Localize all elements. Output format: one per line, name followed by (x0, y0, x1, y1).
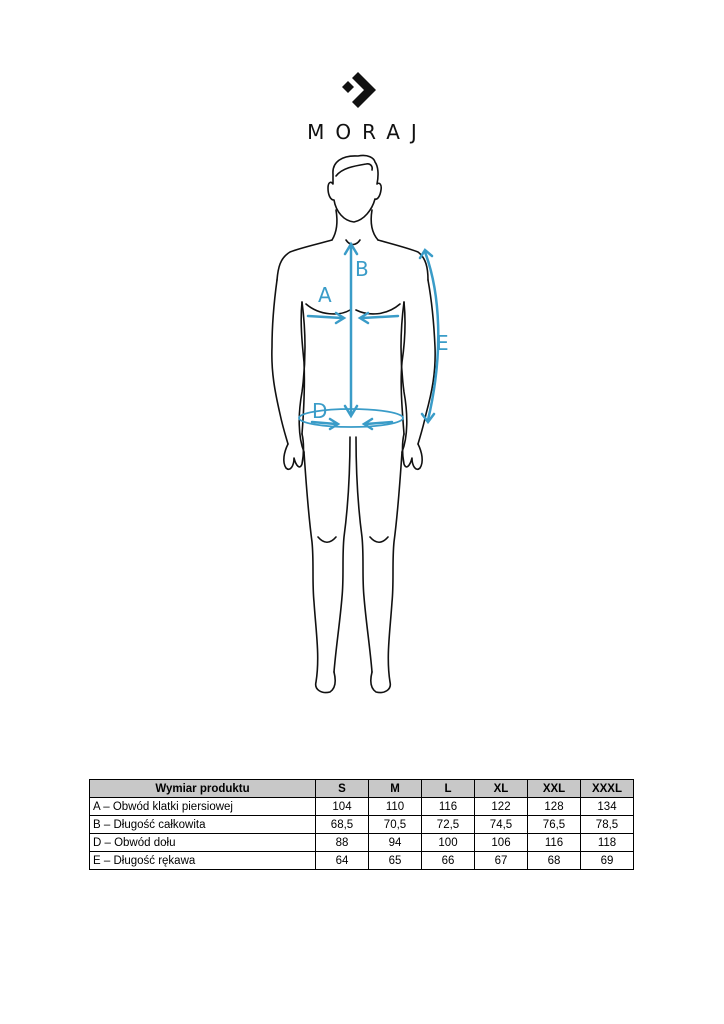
row-label: D – Obwód dołu (90, 834, 316, 852)
header-product-dimension: Wymiar produktu (90, 780, 316, 798)
body-measurement-diagram (250, 152, 480, 697)
table-cell: 72,5 (422, 816, 475, 834)
header-size-xxl: XXL (528, 780, 581, 798)
measure-label-b: B (355, 257, 369, 281)
measure-a-arrow-right (362, 316, 398, 318)
moraj-chevron-logo-icon (340, 70, 384, 108)
header-size-xl: XL (475, 780, 528, 798)
table-cell: 128 (528, 798, 581, 816)
table-cell: 70,5 (369, 816, 422, 834)
male-body-outline-icon (272, 155, 435, 692)
size-chart-table (89, 779, 634, 870)
measure-label-d: D (312, 399, 328, 423)
table-cell: 76,5 (528, 816, 581, 834)
table-row (90, 852, 634, 870)
table-row (90, 816, 634, 834)
table-cell: 66 (422, 852, 475, 870)
table-cell: 64 (316, 852, 369, 870)
header-size-s: S (316, 780, 369, 798)
table-row (90, 834, 634, 852)
header-size-m: M (369, 780, 422, 798)
table-cell: 116 (528, 834, 581, 852)
table-cell: 74,5 (475, 816, 528, 834)
table-cell: 78,5 (581, 816, 634, 834)
header-size-l: L (422, 780, 475, 798)
measure-label-a: A (318, 283, 332, 307)
measure-a-arrow-left (308, 316, 342, 318)
table-row (90, 798, 634, 816)
header-size-xxxl: XXXL (581, 780, 634, 798)
table-cell: 106 (475, 834, 528, 852)
table-cell: 116 (422, 798, 475, 816)
table-cell: 94 (369, 834, 422, 852)
row-label: E – Długość rękawa (90, 852, 316, 870)
table-cell: 67 (475, 852, 528, 870)
row-label: B – Długość całkowita (90, 816, 316, 834)
measure-label-e: E (436, 331, 449, 355)
table-cell: 122 (475, 798, 528, 816)
table-cell: 118 (581, 834, 634, 852)
brand-logo (0, 70, 724, 144)
table-cell: 65 (369, 852, 422, 870)
table-header-row (90, 780, 634, 798)
table-cell: 68,5 (316, 816, 369, 834)
row-label: A – Obwód klatki piersiowej (90, 798, 316, 816)
table-cell: 88 (316, 834, 369, 852)
table-cell: 104 (316, 798, 369, 816)
table-cell: 69 (581, 852, 634, 870)
brand-name: MORAJ (307, 120, 428, 144)
table-cell: 134 (581, 798, 634, 816)
table-cell: 110 (369, 798, 422, 816)
table-cell: 100 (422, 834, 475, 852)
table-cell: 68 (528, 852, 581, 870)
